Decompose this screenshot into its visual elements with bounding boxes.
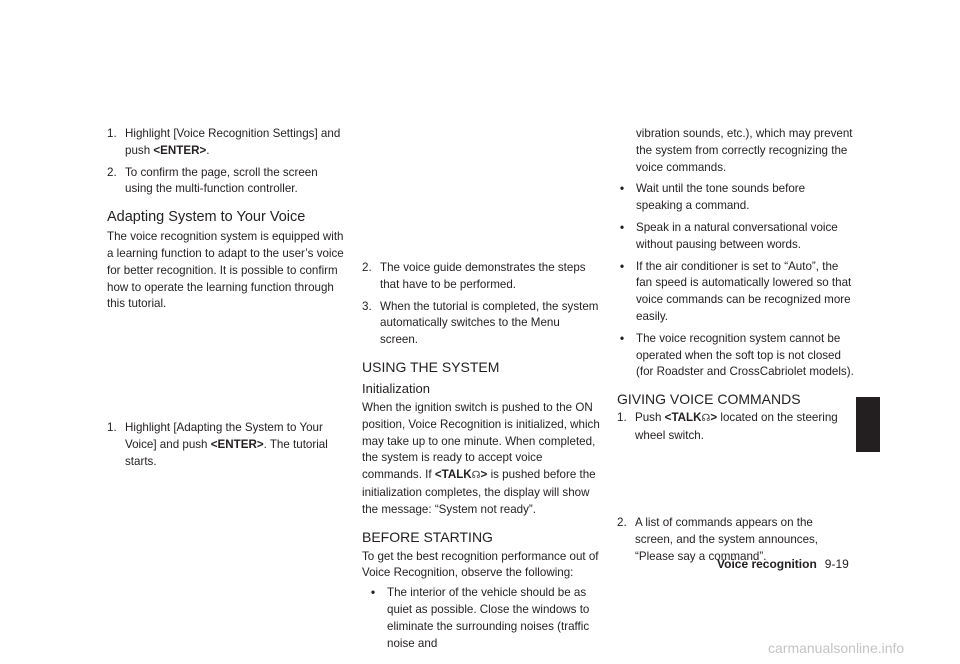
list-item: 1. Highlight [Voice Recognition Settings] and push <ENTER>. [107, 127, 341, 157]
step-text: Highlight [Voice Recognition Settings] and push [125, 127, 341, 157]
list-item [107, 165, 346, 199]
bullet-mark: • [620, 331, 625, 345]
bullet-mark: • [620, 182, 625, 196]
step-number: 1. [107, 421, 117, 434]
step-number: 2. [362, 261, 372, 274]
middle-column [362, 260, 600, 652]
bullet-continuation: vibration sounds, etc.), which may prevent the system from correctly recognizing the voice commands. [636, 127, 853, 174]
left-column-lower [107, 420, 346, 470]
list-item: • The voice recognition system cannot be operated when the soft top is not closed (for Roadster and CrossCabriolet models). [620, 331, 854, 379]
enter-key-label: <ENTER> [210, 437, 264, 451]
right-column [617, 126, 854, 445]
bullet-mark: • [371, 586, 376, 600]
section-heading: Adapting System to Your Voice [107, 209, 306, 226]
section-heading: GIVING VOICE COMMANDS [617, 391, 801, 408]
list-item: • Speak in a natural conversational voice without pausing between words. [620, 220, 838, 251]
step-text: When the tutorial is completed, the system automatically switches to the Menu screen. [380, 299, 599, 347]
bullet-mark: • [620, 220, 625, 234]
step-text: To confirm the page, scroll the screen using the multi-function controller. [125, 165, 318, 196]
list-item: • If the air conditioner is set to “Auto”, the fan speed is automatically lowered so that voice commands can be recognized more easily. [620, 259, 852, 323]
subsection-heading: Initialization [362, 380, 430, 396]
section-name: Voice recognition [717, 557, 817, 571]
step-number: 3. [362, 299, 372, 313]
enter-key-label: <ENTER> [153, 143, 207, 157]
talk-icon: ☊ [471, 470, 481, 482]
list-item: 1. Highlight [Adapting the System to Your Voice] and push <ENTER>. The tutorial starts. [107, 421, 328, 468]
step-number: 2. [107, 165, 117, 179]
page-footer [717, 557, 849, 571]
page-number: 9-19 [824, 557, 849, 571]
list-item [362, 260, 600, 294]
section-heading: USING THE SYSTEM [362, 358, 500, 375]
step-text: Highlight [Adapting the System to Your Voice] and push [125, 421, 323, 451]
initialization-paragraph: When the ignition switch is pushed to the ON position, Voice Recognition is initialized, which may take up to one minute. When completed, the system is ready to accept voice commands. If <TALK☊> is pushed before the initialization completes, the display will show the message: “System not ready”. [362, 400, 600, 516]
left-column [107, 126, 346, 313]
bullet-mark: • [620, 259, 625, 273]
talk-key-label: <TALK☊> [434, 468, 488, 482]
talk-icon: ☊ [701, 413, 711, 425]
list-item: 2. A list of commands appears on the screen, and the system announces, “Please say a command”. [617, 516, 819, 563]
list-item: • Wait until the tone sounds before speaking a command. [620, 182, 806, 213]
intro-paragraph: The voice recognition system is equipped with a learning function to adapt to the user’s voice for better recognition. It is possible to confirm how to operate the learning function through this tutorial. [107, 230, 344, 311]
step-number: 1. [107, 127, 117, 140]
step-number: 1. [617, 411, 627, 425]
chapter-tab [856, 397, 880, 452]
list-item: • The interior of the vehicle should be as quiet as possible. Close the windows to eliminate the surrounding noises (traffic noise and [371, 586, 590, 650]
watermark: carmanualsonline.info [768, 640, 905, 656]
before-paragraph: To get the best recognition performance out of Voice Recognition, observe the following: [362, 549, 599, 580]
section-heading: BEFORE STARTING [362, 528, 493, 545]
list-item: 1. Push <TALK☊> located on the steering wheel switch. [617, 411, 838, 442]
list-item [362, 299, 600, 349]
step-text: The voice guide demonstrates the steps that have to be performed. [380, 261, 586, 291]
talk-key-label: <TALK☊> [664, 411, 718, 425]
step-number: 2. [617, 516, 627, 529]
